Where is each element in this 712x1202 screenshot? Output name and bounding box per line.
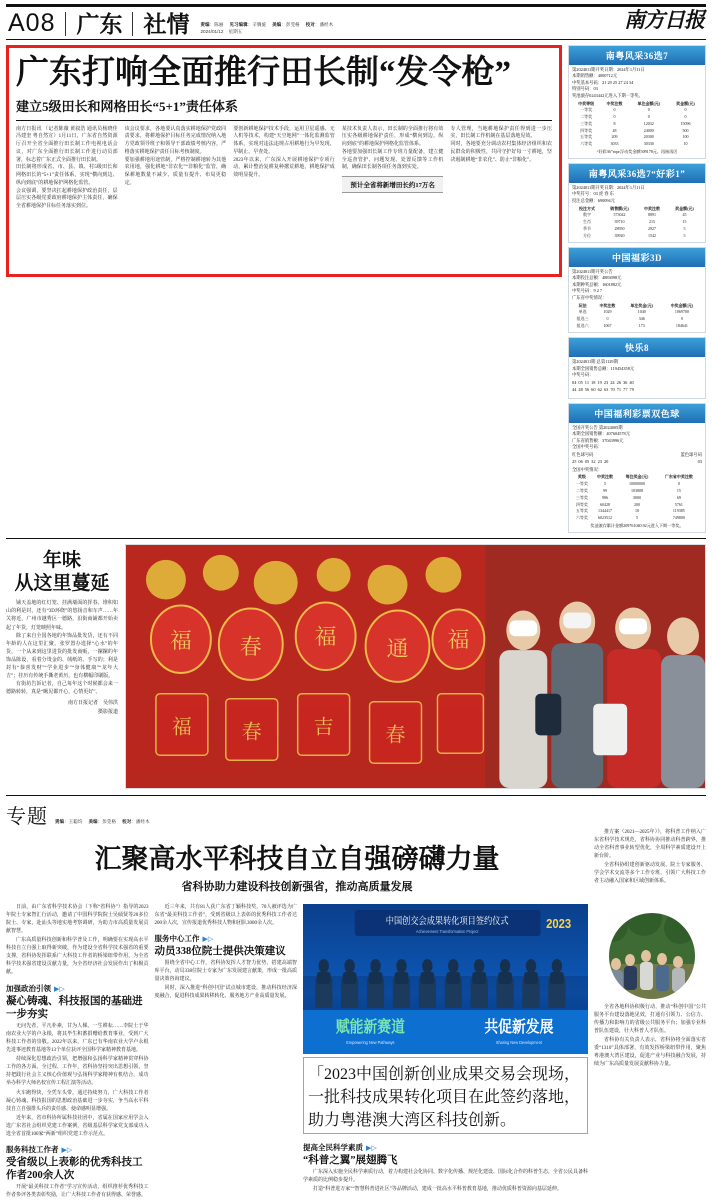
sp-s1p1: 无问先者，平凡朴素，甘为人梯。一生耕耘……李院士于华南农业大学的卢永根，将其毕生积蓄捐赠给教育事业，受到广大科技工作者的崇敬。2022年以来，广东已有华南农业大学卢永根先进事迹教育基地等13个单位获评全国科学家精神教育基地。 bbox=[6, 1023, 149, 1054]
table-row: 组选六 1067 173 184641 bbox=[576, 322, 688, 328]
table-row: 单选 1029 1040 1069700 bbox=[578, 309, 689, 315]
table-row: 六等奖 6023512 5 749800 bbox=[575, 515, 685, 521]
sp-credit-design: 彭莞格 bbox=[102, 818, 117, 824]
lottery-line: 中奖号码：9 2 7 bbox=[572, 288, 603, 294]
stage-year: 2023 bbox=[546, 915, 572, 931]
lead-c2p2: 要加强耕地用途管制，严格控制耕地转为其他农用地，强化耕地“非农化”“非粮化”监管，确保耕地数量不减少、质量有提升、布局更稳定。 bbox=[124, 157, 227, 186]
sp-s1p2: 持续深化思想政治引领，把增强和弘扬科学家精神贯穿科协工作的各方面。全过程、工作年，省科协坚持突出思想引领，坚持把践行社会主义核心价值观与弘扬科学家精神有机结合，成功举办科学大师名校宣传工程汇演等活动。 bbox=[6, 1057, 149, 1087]
chevron-right-icon: ▶▷ bbox=[366, 1143, 377, 1152]
lottery-line: 第2024011期 总第1129期 bbox=[572, 359, 618, 365]
lottery-card-shuangseqiu bbox=[568, 403, 706, 533]
lead-c4p2: 各地要加强田长制工作专班力量配备，建立健全巡查管护、问题发现、处置反馈等工作机制，确保田长制各项任务落到实处。 bbox=[341, 149, 444, 171]
lottery-line: 第2024011期开奖日期：2024年1月11日 bbox=[572, 67, 645, 72]
col-header: 投注方式 bbox=[578, 205, 595, 211]
credit-dep-label: 见习编辑 bbox=[229, 22, 248, 27]
col-header: 广东省中奖注数 bbox=[664, 474, 693, 480]
col-header: 玩法 bbox=[578, 302, 587, 308]
special-column-1 bbox=[6, 904, 149, 1202]
table-row: 三等奖 986 3000 69 bbox=[575, 494, 681, 500]
lead-c3p1: 要创新耕地保护技术手段，运用卫星遥感、无人机等技术，构建“天空地网”一体化监测监管体系，实现对违法违规占用耕地行为早发现、早制止、早查处。 bbox=[233, 126, 335, 155]
lead-c5p1: 专人管理，当地耕地保护责任得到进一步压实，田长制工作机制在基层落地见效。 bbox=[450, 126, 552, 140]
svg-text:福: 福 bbox=[314, 623, 337, 649]
lottery-line: 全国中奖号码： bbox=[572, 444, 603, 450]
field-visit-graphic bbox=[594, 904, 706, 1004]
sp-s2p1: 开展“最美科技工作者”学习宣传活动，组织推荐优秀科技工作者参评各类表彰奖励，让广大科技工作者有获得感、荣誉感。 bbox=[6, 1185, 149, 1199]
sp-lead1: 日前，由广东省科学技术协会（下称“省科协”）指导的2023年院士专家智汇行活动，邀请了中国科学院院士吴硕贤等20多位院士、专家，赴汕头等地实地考察调研，为助力市高质量发展贡献智慧。 bbox=[6, 904, 149, 934]
lottery-line: 本期全国销售总额：119454358元 bbox=[572, 365, 635, 371]
lead-c2p1: 该会议要求，各地要认真落实耕地保护党政同责要求，将耕地保护目标任务完成情况纳入地方党政领导班子和领导干部政绩考核内容，严格落实耕地保护责任目标考核制度。 bbox=[124, 126, 227, 155]
lottery-line: 投注总金额：690094元 bbox=[572, 197, 615, 203]
mid-headline: 年味 从这里蔓延 bbox=[14, 549, 110, 594]
col-header: 每注奖金(元) bbox=[625, 474, 649, 480]
sp-right-p4: 省科协有关负责人表示，省科协将全面落实省委“1310”具体部署，有效发挥桥梁纽带作用，聚焦粤港澳大湾区建设，促进产业与科技融合发展，持续为广东高质量发展贡献科协力量。 bbox=[594, 1038, 706, 1068]
lottery-line: 特别号码：03 bbox=[572, 86, 598, 92]
svg-text:春: 春 bbox=[241, 721, 262, 744]
col-header: 单注金额(元) bbox=[637, 100, 661, 106]
lottery-line: 奖池滚存0243442元进入下期一等奖。 bbox=[572, 92, 643, 98]
section-label: 社情 bbox=[143, 11, 190, 37]
ceremony-photo-graphic bbox=[303, 904, 588, 1054]
special-subheading-4: “科普之翼”展翅腾飞 bbox=[303, 1154, 398, 1166]
table-row: 五等奖 1344417 10 119385 bbox=[575, 508, 685, 514]
lottery-prize-table bbox=[572, 474, 702, 521]
lottery-line: 第2024011期开奖日期：2024年1月11日 bbox=[572, 184, 645, 190]
stage-left-text: 赋能新赛道 bbox=[335, 1018, 405, 1036]
table-row: 方位 39920 1542 5 bbox=[582, 232, 686, 238]
special-heading-4 bbox=[303, 1142, 588, 1153]
table-row: 三等奖 8 12032 15096 bbox=[580, 120, 691, 126]
sp-s1p4: 近年来，省市科协所属科技社团中，省属在国家应用学会入选广东省社会组织党建工作案例，省级基层科学家党支部成功入选全省首批100家“两新”组织党建工作示范点。 bbox=[6, 1115, 149, 1138]
lottery-line: 广东省中奖情况： bbox=[572, 294, 607, 300]
svg-text:吉: 吉 bbox=[313, 716, 334, 739]
svg-text:福: 福 bbox=[447, 626, 470, 652]
table-row: 六等奖 3033 30330 10 bbox=[580, 141, 688, 147]
lottery-line: 第2024011期开奖公告 bbox=[572, 269, 613, 275]
col-header: 奖级 bbox=[577, 474, 586, 480]
credit-proof-label: 校对 bbox=[305, 22, 315, 27]
sp-hd2-text: 服务科技工作者 bbox=[6, 1145, 59, 1155]
sp-s1p3: 火车跑得快，全凭车头带。通过持续努力，广大科技工作者凝心铸魂、科技报国的思想政治基础进一步夯实，争当高水平科技自立自强排头兵的责任感、使命感明显增强。 bbox=[6, 1090, 149, 1112]
special-subheadline: 省科协助力建设科技创新强省，推动高质量发展 bbox=[181, 880, 413, 893]
special-heading-2 bbox=[6, 1144, 149, 1155]
lead-column-1 bbox=[16, 126, 118, 211]
special-column-2 bbox=[155, 904, 298, 1202]
credit-proof: 潘经木 bbox=[319, 22, 334, 27]
stage-right-text: 共促新发展 bbox=[484, 1018, 554, 1036]
sp-hd1-text: 加强政治引领 bbox=[6, 983, 51, 993]
lottery-card-haocai1 bbox=[568, 163, 706, 243]
top-section bbox=[6, 45, 706, 533]
col-header: 中奖注数 bbox=[606, 100, 623, 106]
lead-column-3 bbox=[233, 126, 335, 211]
lottery-line: 全国开奖公告 第2024005期 bbox=[572, 424, 623, 430]
newspaper-brand: 南方日报 bbox=[624, 8, 704, 32]
lottery-title: 南粤风采36选7“好彩1” bbox=[569, 164, 705, 183]
market-photo bbox=[125, 544, 706, 789]
lottery-prize-table bbox=[572, 205, 702, 239]
lottery-line: 中奖基本号码：21 29 25 27 24 34 bbox=[572, 79, 634, 85]
lottery-card-fucai3d bbox=[568, 247, 706, 333]
ceremony-photo bbox=[303, 904, 588, 1054]
sp-s2p2: 近三年来，共有81人获广东省丁颖科技奖，70人被评选为广东省“最美科技工作者”，受到省级以上表彰的优秀科技工作者达200余人次，宣传报道优秀科技人物和团队3000余人次。 bbox=[154, 904, 297, 926]
winning-balls-row-2: 44 48 56 60 62 63 70 71 77 79 bbox=[572, 387, 634, 393]
col-header: 中奖等级 bbox=[578, 100, 595, 106]
special-subheading-2: 受省级以上表彰的优秀科技工作者200余人次 bbox=[6, 1157, 143, 1182]
field-visit-photo bbox=[594, 904, 706, 1004]
svg-text:春: 春 bbox=[239, 633, 262, 659]
section-divider bbox=[6, 538, 706, 539]
lead-byline: 南方日报讯 （记者陈薇 黄叙浩 通讯员杨晓佳 冯建奎 粤自然宣）1月11日，广东省自然资源厅召开全省全面推行田长制工作电视电话会议，对广东全面推行田长制工作进行动员部署，标志着广东正式全面推行田长制。 bbox=[16, 126, 118, 163]
lottery-note: 奖池滚存累计金额209761040.92元进入下期一等奖。 bbox=[590, 522, 684, 528]
special-label: 专题 bbox=[6, 805, 48, 828]
table-row: 生肖 39710 215 15 bbox=[582, 219, 687, 225]
lead-article bbox=[6, 45, 562, 277]
table-row: 四等奖 48 24000 500 bbox=[580, 127, 689, 133]
mid-feature bbox=[6, 544, 706, 789]
credit-editor-label: 责编 bbox=[200, 22, 210, 27]
special-body-grid bbox=[6, 904, 706, 1202]
lottery-title: 中国福利彩票双色球 bbox=[569, 404, 705, 423]
credit-design: 彭莞格 bbox=[285, 22, 300, 27]
lottery-title: 快乐8 bbox=[569, 338, 705, 357]
lottery-card-kuaile8 bbox=[568, 337, 706, 399]
mid-p3: 有街坊告诉记者，自己每年这个时候都会来一德路转转，真是“瞅见都开心，心情更好”。 bbox=[6, 682, 118, 696]
special-right-intro bbox=[594, 829, 706, 900]
mid-p1: 铺天盖地的红灯笼、挂满墙面的挥春、堆积如山的利是封，还有“3D环绕”的悠扬音和车声……年关将近，广州市越秀区一德路，沿街商铺都开始卖起了年货，灯笼映照年味。 bbox=[6, 601, 118, 631]
newspaper-page bbox=[0, 4, 712, 1199]
lottery-card-36xuan7 bbox=[568, 45, 706, 159]
special-section-header: 专题 责编：王聪均 美编：彭莞格 校对：潘经木 bbox=[6, 795, 706, 829]
table-row: 二等奖 99 103808 15 bbox=[575, 488, 681, 494]
sp-s3p2: 同时，深入推进“科创中国”试点城市建设，推动科技经济深度融合，促进科技成果转移转化，服务地方产业高质量发展。 bbox=[154, 986, 297, 1000]
lottery-result-label: 全国中奖情况： bbox=[572, 466, 603, 472]
col-header: 奖金额(元) bbox=[676, 100, 695, 106]
table-row: 二等奖 0 0 0 bbox=[580, 114, 687, 120]
sp-s3p1: 围绕全省中心工作，省科协发挥人才智力优势，搭建高端智库平台，动员338位院士专家为广东发展建言献策，形成一批高质量决策咨询建议。 bbox=[154, 961, 298, 983]
mid-signature-1: 南方日报记者 吴伟洪 bbox=[67, 701, 118, 707]
special-headline: 汇聚高水平科技自立自强磅礴力量 bbox=[94, 843, 500, 874]
svg-text:福: 福 bbox=[171, 716, 192, 739]
sp-credit-proof-label: 校对 bbox=[122, 818, 132, 824]
divider bbox=[132, 12, 133, 36]
credit-dep: 辛腾旋 bbox=[252, 22, 267, 27]
lottery-title: 南粤风采36选7 bbox=[569, 46, 705, 65]
lead-p3: 会议强调，要坚决扛起耕地保护政治责任，层层压实各级党委政府耕地保护主体责任，确保全省耕地保护目标任务落实到位。 bbox=[16, 188, 118, 210]
lottery-line: 广东省销售额：37043996元 bbox=[572, 437, 624, 443]
table-row: 季节 28950 2927 5 bbox=[582, 225, 686, 231]
lottery-prize-table bbox=[572, 302, 702, 329]
lottery-line: 本期销售额：4000712元 bbox=[572, 73, 618, 79]
col-header: 中奖注数 bbox=[643, 205, 660, 211]
lottery-note: “好彩36”торг浮动奖金额509178元。再接再厉 bbox=[596, 148, 678, 154]
svg-text:春: 春 bbox=[385, 724, 406, 747]
sp-s4p1: 广东深入实施全民科学素质行动，着力构建社会化协同、数字化传播、规范化建设、国际化合作的科普生态，全省公民具备科学素质的比例稳步提升。 bbox=[303, 1169, 589, 1183]
col-header: 中奖金额(元) bbox=[670, 302, 694, 308]
red-ball-label: 红色球号码 bbox=[572, 451, 594, 457]
page-folio: A08 bbox=[8, 9, 56, 37]
lottery-line: 中奖号码： bbox=[572, 372, 594, 378]
sp-hd4-text: 提高全民科学素质 bbox=[303, 1142, 363, 1152]
table-row: 五等奖 209 20300 100 bbox=[580, 134, 689, 140]
region-label: 广东 bbox=[76, 11, 123, 37]
svg-text:福: 福 bbox=[169, 627, 192, 653]
lead-subheadline: 建立5级田长和网格田长“5+1”责任体系 bbox=[16, 96, 552, 121]
lead-headline: 广东打响全面推行田长制“发令枪” bbox=[16, 55, 511, 91]
winning-balls-row-1: 04 05 11 18 19 23 24 26 36 40 bbox=[572, 379, 634, 385]
lead-column-2 bbox=[125, 126, 227, 211]
lead-p2: 田长制将形成省、市、县、镇、村5级田长和网格田长的“5+1”责任体系，实现“横向到边、纵向到底”的耕地保护网格化监管。 bbox=[16, 165, 118, 186]
stage-left-en: Empowering New Pathways bbox=[346, 1039, 395, 1045]
table-row: 组选三 0 346 0 bbox=[576, 316, 683, 322]
blue-ball-label: 蓝色球号码 bbox=[680, 451, 702, 457]
svg-text:通: 通 bbox=[386, 635, 409, 661]
masthead bbox=[6, 4, 706, 40]
lottery-title: 中国福彩3D bbox=[569, 248, 705, 267]
col-header: 中奖注数 bbox=[599, 302, 616, 308]
col-header: 中奖注数 bbox=[597, 474, 614, 480]
col-header: 单注奖金(元) bbox=[630, 302, 654, 308]
chevron-right-icon: ▶▷ bbox=[61, 1146, 73, 1155]
special-column-4 bbox=[594, 904, 706, 1202]
table-row: 一等奖 5 10000000 0 bbox=[575, 481, 680, 487]
lead-column-4 bbox=[342, 126, 444, 211]
sp-credit-editor: 王聪均 bbox=[68, 818, 83, 824]
sp-credit-editor-label: 责编 bbox=[55, 818, 65, 824]
sp-hd3-text: 服务中心工作 bbox=[154, 933, 200, 943]
table-row: 四等奖 60428 200 5761 bbox=[575, 501, 683, 507]
sp-right-p1: 推方案（2021—2025年）》，将科普工作纳入广东省科学技术规范，省科协协同推动科普跨界，推动全省科普事业转型优化，全周科学素质建设开上新台阶。 bbox=[594, 829, 706, 859]
lead-highlight: 预计全省将新增田长约17万名 bbox=[342, 176, 444, 193]
lottery-line: 本期种奖总额：1601882元 bbox=[572, 281, 622, 287]
credit-editor: 陈丽 bbox=[214, 22, 224, 27]
mid-p2: 除了来自全国各地的年饰品批发货，还有不同年龄的人在这里汇聚。张罗置办选择“心水”的年货，一个从来到这里进货的批发商贩，一摞摞的年饰品陈设，看着分烫金的、绒纸的、手写的；利是封有“恭喜发财”“学业进步”“身体健康”“龙年大吉”；挂历有传统手撕老黄历，也有横幅印刷版。 bbox=[6, 633, 118, 680]
lead-c3p2: 2023年以来，广东深入开展耕地保护专项行动，累计整治复耕复种撂荒耕地，耕地保护成效明显提升。 bbox=[233, 157, 335, 179]
lottery-line: 本期投注总额：4883098元 bbox=[572, 275, 622, 281]
special-heading-1 bbox=[6, 983, 149, 994]
stage-right-en: Sharing New Development bbox=[495, 1039, 542, 1045]
stage-banner-title: 中国创交会成果转化项目签约仪式 bbox=[385, 915, 509, 926]
lottery-sidebar bbox=[568, 45, 706, 533]
special-column-3 bbox=[303, 904, 588, 1202]
sp-right-p3: 全省各地科协积极行动，推动“科创中国”公共服务平台建设落地见效，打通有引领力、公信力、传播力和影响力的省级公共服务平台；加强专业科普队伍建设，壮大科普人才队伍。 bbox=[594, 1004, 706, 1034]
sp-credit-proof: 潘经木 bbox=[135, 818, 150, 824]
chevron-right-icon: ▶▷ bbox=[54, 984, 65, 993]
table-row: 一等奖 0 0 0 bbox=[580, 107, 687, 113]
publication-date: 2024/01/12 bbox=[200, 29, 224, 34]
lead-c4p1: 某技术负责人表示，田长制的全面推行将有效压实各级耕地保护责任，形成“横向到边、纵向到底”的耕地保护网格化监管体系。 bbox=[341, 126, 444, 148]
lottery-line: 中奖符号：03 虎 春 东 bbox=[572, 191, 614, 197]
stage-banner-en: Achievement Transformation Project bbox=[416, 928, 479, 934]
red-balls: 25 06 05 32 23 20 bbox=[572, 459, 609, 465]
special-heading-3 bbox=[155, 933, 298, 944]
lead-c5p2: 同时，各地要充分调动农村集体经济组织和农民群众的积极性，共同守护好每一寸耕地，坚决遏制耕地“非农化”、防止“非粮化”。 bbox=[450, 142, 552, 163]
sp-right-p2: 全省科协组建创新驱动发展、院士专家服务、学会学术交流等多个工作专班，引领广大科技工作者主动融入国家和区域创新体系。 bbox=[594, 863, 706, 885]
lead-column-5 bbox=[450, 126, 552, 211]
sp-s4p2: 打造“科普进万家”“智慧科普进社区”等品牌活动，建成一批高水平科普教育基地，推动优质科普资源向基层延伸。 bbox=[313, 1187, 562, 1193]
lottery-line: 本期全国销售额：407604578元 bbox=[572, 431, 631, 437]
lottery-prize-table bbox=[572, 100, 702, 147]
col-header: 销售额(元) bbox=[610, 205, 629, 211]
publication-weekday: 星期五 bbox=[228, 29, 243, 34]
credit-design-label: 美编 bbox=[272, 22, 282, 27]
masthead-credits: 责编：陈丽 见习编辑：辛腾旋 美编：彭莞格 校对：潘经木 2024/01/12 星期五 bbox=[200, 22, 334, 34]
col-header: 奖金额(元) bbox=[675, 205, 694, 211]
photo-caption: 「2023中国创新创业成果交易会现场，一批科技成果转化项目在此签约落地，助力粤港澳大湾区科技创新。 bbox=[303, 1057, 588, 1134]
mid-signature-2: 摄影报道 bbox=[97, 710, 118, 716]
mid-text-column bbox=[6, 544, 118, 789]
divider bbox=[65, 12, 66, 36]
sp-credit-design-label: 美编 bbox=[88, 818, 98, 824]
blue-balls: 03 bbox=[697, 459, 702, 465]
special-subheading-3: 动员338位院士提供决策建议 bbox=[154, 945, 286, 957]
table-row: 数字 573042 8891 45 bbox=[582, 212, 687, 218]
sp-lead2: 广东高质量科技创新和科学普及工作，明确要在实现高水平科技自立自强上取得新突破，作为建设全省科学技术强省的重要支撑，省科协发挥联系广大科技工作者的桥梁纽带作用，为全省科学技术强省建设贡献力量，为全省经济社会发展作出了积极贡献。 bbox=[6, 938, 149, 976]
chevron-right-icon: ▶▷ bbox=[202, 934, 214, 943]
special-subheading-1: 凝心铸魂、科技报国的基础进一步夯实 bbox=[6, 995, 143, 1020]
market-photo-graphic bbox=[126, 545, 705, 788]
